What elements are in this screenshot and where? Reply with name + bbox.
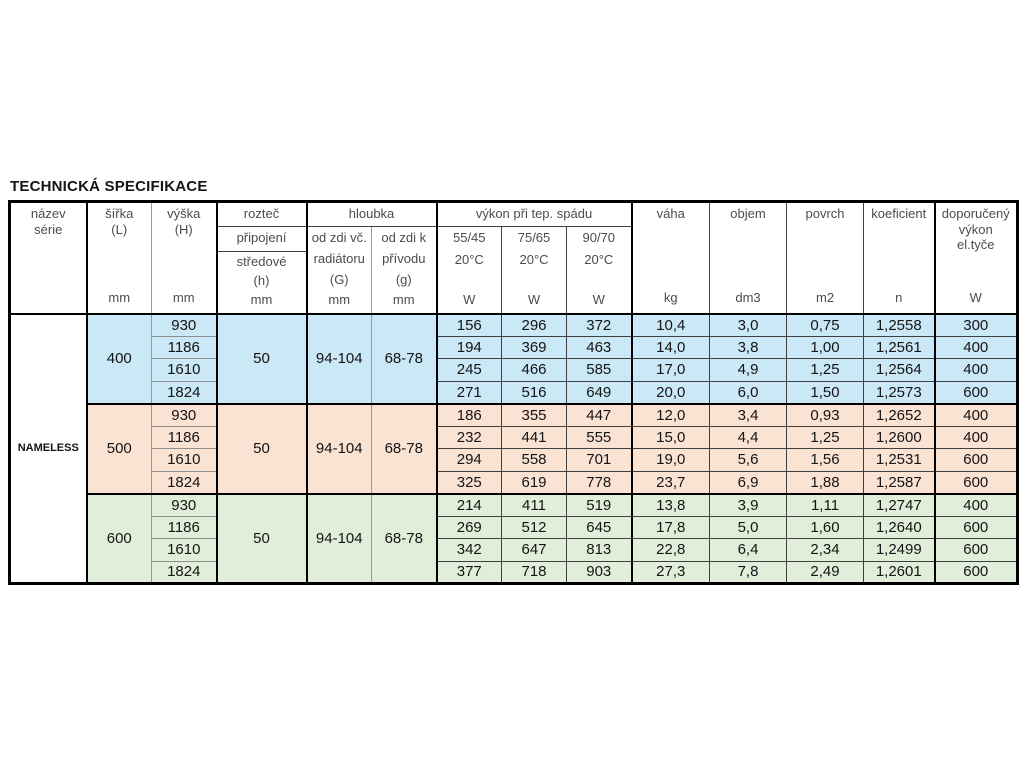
- cell-vykon-9070: 372: [567, 314, 632, 337]
- cell-koeficient: 1,2587: [864, 471, 935, 494]
- series-name-cell: NAMELESS: [10, 314, 87, 584]
- cell-vykon-5545: 156: [437, 314, 502, 337]
- cell-vykon-9070: 813: [567, 539, 632, 562]
- cell-vyska: 1824: [152, 381, 217, 404]
- cell-objem: 6,0: [710, 381, 787, 404]
- cell-koeficient: 1,2558: [864, 314, 935, 337]
- cell-roztec: 50: [217, 494, 307, 584]
- cell-hloubka-g: 68-78: [372, 494, 437, 584]
- cell-vykon-9070: 555: [567, 426, 632, 449]
- spec-table: [8, 200, 1019, 585]
- cell-roztec: 50: [217, 404, 307, 494]
- unit-label: W: [527, 292, 541, 308]
- cell-vykon-7565: 512: [502, 516, 567, 539]
- col-header-spad-5545: 55/45 20°C W: [437, 227, 502, 314]
- cell-objem: 6,9: [710, 471, 787, 494]
- unit-label: m2: [815, 290, 835, 306]
- cell-vykon-7565: 466: [502, 359, 567, 382]
- cell-povrch: 1,11: [787, 494, 864, 517]
- unit-label: W: [592, 292, 605, 308]
- col-header-doporuceny-vykon: doporučený výkon el.tyče W: [935, 202, 1018, 314]
- cell-vaha: 13,8: [632, 494, 710, 517]
- cell-povrch: 1,88: [787, 471, 864, 494]
- unit-label: n: [895, 290, 903, 306]
- cell-vykon-9070: 701: [567, 449, 632, 472]
- cell-el-vykon: 600: [935, 561, 1018, 584]
- unit-label: mm: [172, 290, 195, 306]
- col-header-spad-9070: 90/70 20°C W: [567, 227, 632, 314]
- cell-vaha: 27,3: [632, 561, 710, 584]
- cell-vykon-5545: 325: [437, 471, 502, 494]
- cell-vykon-9070: 519: [567, 494, 632, 517]
- cell-objem: 3,0: [710, 314, 787, 337]
- unit-label: mm: [392, 292, 415, 308]
- cell-povrch: 1,25: [787, 426, 864, 449]
- cell-povrch: 0,75: [787, 314, 864, 337]
- cell-vyska: 930: [152, 314, 217, 337]
- cell-vaha: 15,0: [632, 426, 710, 449]
- cell-vykon-7565: 296: [502, 314, 567, 337]
- col-header-stredove: středové (h) mm: [217, 252, 307, 314]
- cell-vaha: 22,8: [632, 539, 710, 562]
- cell-sirka: 500: [87, 404, 152, 494]
- cell-vykon-9070: 903: [567, 561, 632, 584]
- cell-hloubka-G: 94-104: [307, 404, 372, 494]
- cell-vykon-7565: 369: [502, 336, 567, 359]
- cell-vaha: 10,4: [632, 314, 710, 337]
- unit-label: W: [463, 292, 476, 308]
- cell-vykon-5545: 214: [437, 494, 502, 517]
- cell-vykon-7565: 619: [502, 471, 567, 494]
- cell-koeficient: 1,2561: [864, 336, 935, 359]
- cell-koeficient: 1,2600: [864, 426, 935, 449]
- cell-vykon-9070: 463: [567, 336, 632, 359]
- cell-vyska: 1610: [152, 539, 217, 562]
- cell-vykon-7565: 411: [502, 494, 567, 517]
- cell-vaha: 20,0: [632, 381, 710, 404]
- cell-objem: 6,4: [710, 539, 787, 562]
- cell-el-vykon: 300: [935, 314, 1018, 337]
- cell-vyska: 930: [152, 404, 217, 427]
- cell-vykon-9070: 649: [567, 381, 632, 404]
- cell-vykon-9070: 447: [567, 404, 632, 427]
- cell-vykon-5545: 377: [437, 561, 502, 584]
- cell-povrch: 2,49: [787, 561, 864, 584]
- unit-label: W: [969, 290, 982, 306]
- cell-povrch: 1,25: [787, 359, 864, 382]
- cell-el-vykon: 600: [935, 471, 1018, 494]
- cell-koeficient: 1,2499: [864, 539, 935, 562]
- cell-povrch: 1,50: [787, 381, 864, 404]
- cell-koeficient: 1,2564: [864, 359, 935, 382]
- cell-koeficient: 1,2652: [864, 404, 935, 427]
- col-header-vyska: výška (H) mm: [152, 202, 217, 314]
- cell-hloubka-G: 94-104: [307, 314, 372, 404]
- cell-vyska: 1824: [152, 471, 217, 494]
- cell-hloubka-g: 68-78: [372, 404, 437, 494]
- cell-el-vykon: 600: [935, 381, 1018, 404]
- cell-vyska: 1186: [152, 426, 217, 449]
- cell-koeficient: 1,2747: [864, 494, 935, 517]
- cell-vaha: 12,0: [632, 404, 710, 427]
- cell-vyska: 930: [152, 494, 217, 517]
- cell-sirka: 400: [87, 314, 152, 404]
- cell-vykon-5545: 194: [437, 336, 502, 359]
- cell-vykon-7565: 516: [502, 381, 567, 404]
- cell-el-vykon: 400: [935, 426, 1018, 449]
- unit-label: dm3: [735, 290, 761, 306]
- cell-objem: 4,9: [710, 359, 787, 382]
- cell-vaha: 17,8: [632, 516, 710, 539]
- cell-vaha: 14,0: [632, 336, 710, 359]
- unit-label: mm: [108, 290, 131, 306]
- col-header-sirka: šířka (L) mm: [87, 202, 152, 314]
- col-header-koeficient: koeficient n: [864, 202, 935, 314]
- cell-koeficient: 1,2531: [864, 449, 935, 472]
- cell-vykon-9070: 645: [567, 516, 632, 539]
- cell-povrch: 1,00: [787, 336, 864, 359]
- cell-vykon-5545: 342: [437, 539, 502, 562]
- cell-hloubka-G: 94-104: [307, 494, 372, 584]
- cell-el-vykon: 600: [935, 516, 1018, 539]
- cell-objem: 5,0: [710, 516, 787, 539]
- cell-objem: 4,4: [710, 426, 787, 449]
- cell-vaha: 17,0: [632, 359, 710, 382]
- cell-objem: 5,6: [710, 449, 787, 472]
- cell-objem: 3,4: [710, 404, 787, 427]
- cell-vykon-7565: 558: [502, 449, 567, 472]
- cell-vaha: 19,0: [632, 449, 710, 472]
- col-header-nazev-serie: název série: [10, 202, 87, 314]
- cell-roztec: 50: [217, 314, 307, 404]
- cell-vyska: 1610: [152, 449, 217, 472]
- cell-koeficient: 1,2573: [864, 381, 935, 404]
- cell-el-vykon: 400: [935, 404, 1018, 427]
- cell-vykon-5545: 269: [437, 516, 502, 539]
- cell-el-vykon: 600: [935, 539, 1018, 562]
- cell-povrch: 1,56: [787, 449, 864, 472]
- unit-label: mm: [250, 292, 273, 308]
- cell-povrch: 0,93: [787, 404, 864, 427]
- cell-objem: 3,9: [710, 494, 787, 517]
- cell-vyska: 1824: [152, 561, 217, 584]
- cell-vaha: 23,7: [632, 471, 710, 494]
- col-header-od-zdi-radiatoru: od zdi vč. radiátoru (G) mm: [307, 227, 372, 314]
- unit-label: kg: [663, 290, 678, 306]
- col-header-objem: objem dm3: [710, 202, 787, 314]
- cell-povrch: 1,60: [787, 516, 864, 539]
- cell-vyska: 1186: [152, 516, 217, 539]
- col-header-vykon: výkon při tep. spádu: [437, 202, 632, 227]
- cell-vykon-7565: 441: [502, 426, 567, 449]
- col-header-povrch: povrch m2: [787, 202, 864, 314]
- cell-vykon-9070: 585: [567, 359, 632, 382]
- page-title: TECHNICKÁ SPECIFIKACE: [10, 178, 208, 195]
- cell-el-vykon: 400: [935, 336, 1018, 359]
- cell-vykon-5545: 271: [437, 381, 502, 404]
- cell-vykon-7565: 647: [502, 539, 567, 562]
- col-header-hloubka: hloubka: [307, 202, 437, 227]
- cell-vykon-7565: 355: [502, 404, 567, 427]
- cell-vykon-5545: 245: [437, 359, 502, 382]
- cell-vykon-5545: 232: [437, 426, 502, 449]
- cell-koeficient: 1,2640: [864, 516, 935, 539]
- cell-vykon-5545: 294: [437, 449, 502, 472]
- cell-vykon-9070: 778: [567, 471, 632, 494]
- cell-el-vykon: 400: [935, 494, 1018, 517]
- cell-objem: 3,8: [710, 336, 787, 359]
- cell-el-vykon: 400: [935, 359, 1018, 382]
- cell-hloubka-g: 68-78: [372, 314, 437, 404]
- cell-vyska: 1186: [152, 336, 217, 359]
- col-header-pripojeni: připojení: [217, 227, 307, 252]
- col-header-od-zdi-privodu: od zdi k přívodu (g) mm: [372, 227, 437, 314]
- cell-sirka: 600: [87, 494, 152, 584]
- col-header-spad-7565: 75/65 20°C W: [502, 227, 567, 314]
- cell-el-vykon: 600: [935, 449, 1018, 472]
- cell-povrch: 2,34: [787, 539, 864, 562]
- unit-label: mm: [328, 292, 351, 308]
- cell-vykon-7565: 718: [502, 561, 567, 584]
- cell-koeficient: 1,2601: [864, 561, 935, 584]
- col-header-roztec: rozteč: [217, 202, 307, 227]
- cell-vyska: 1610: [152, 359, 217, 382]
- col-header-vaha: váha kg: [632, 202, 710, 314]
- cell-objem: 7,8: [710, 561, 787, 584]
- cell-vykon-5545: 186: [437, 404, 502, 427]
